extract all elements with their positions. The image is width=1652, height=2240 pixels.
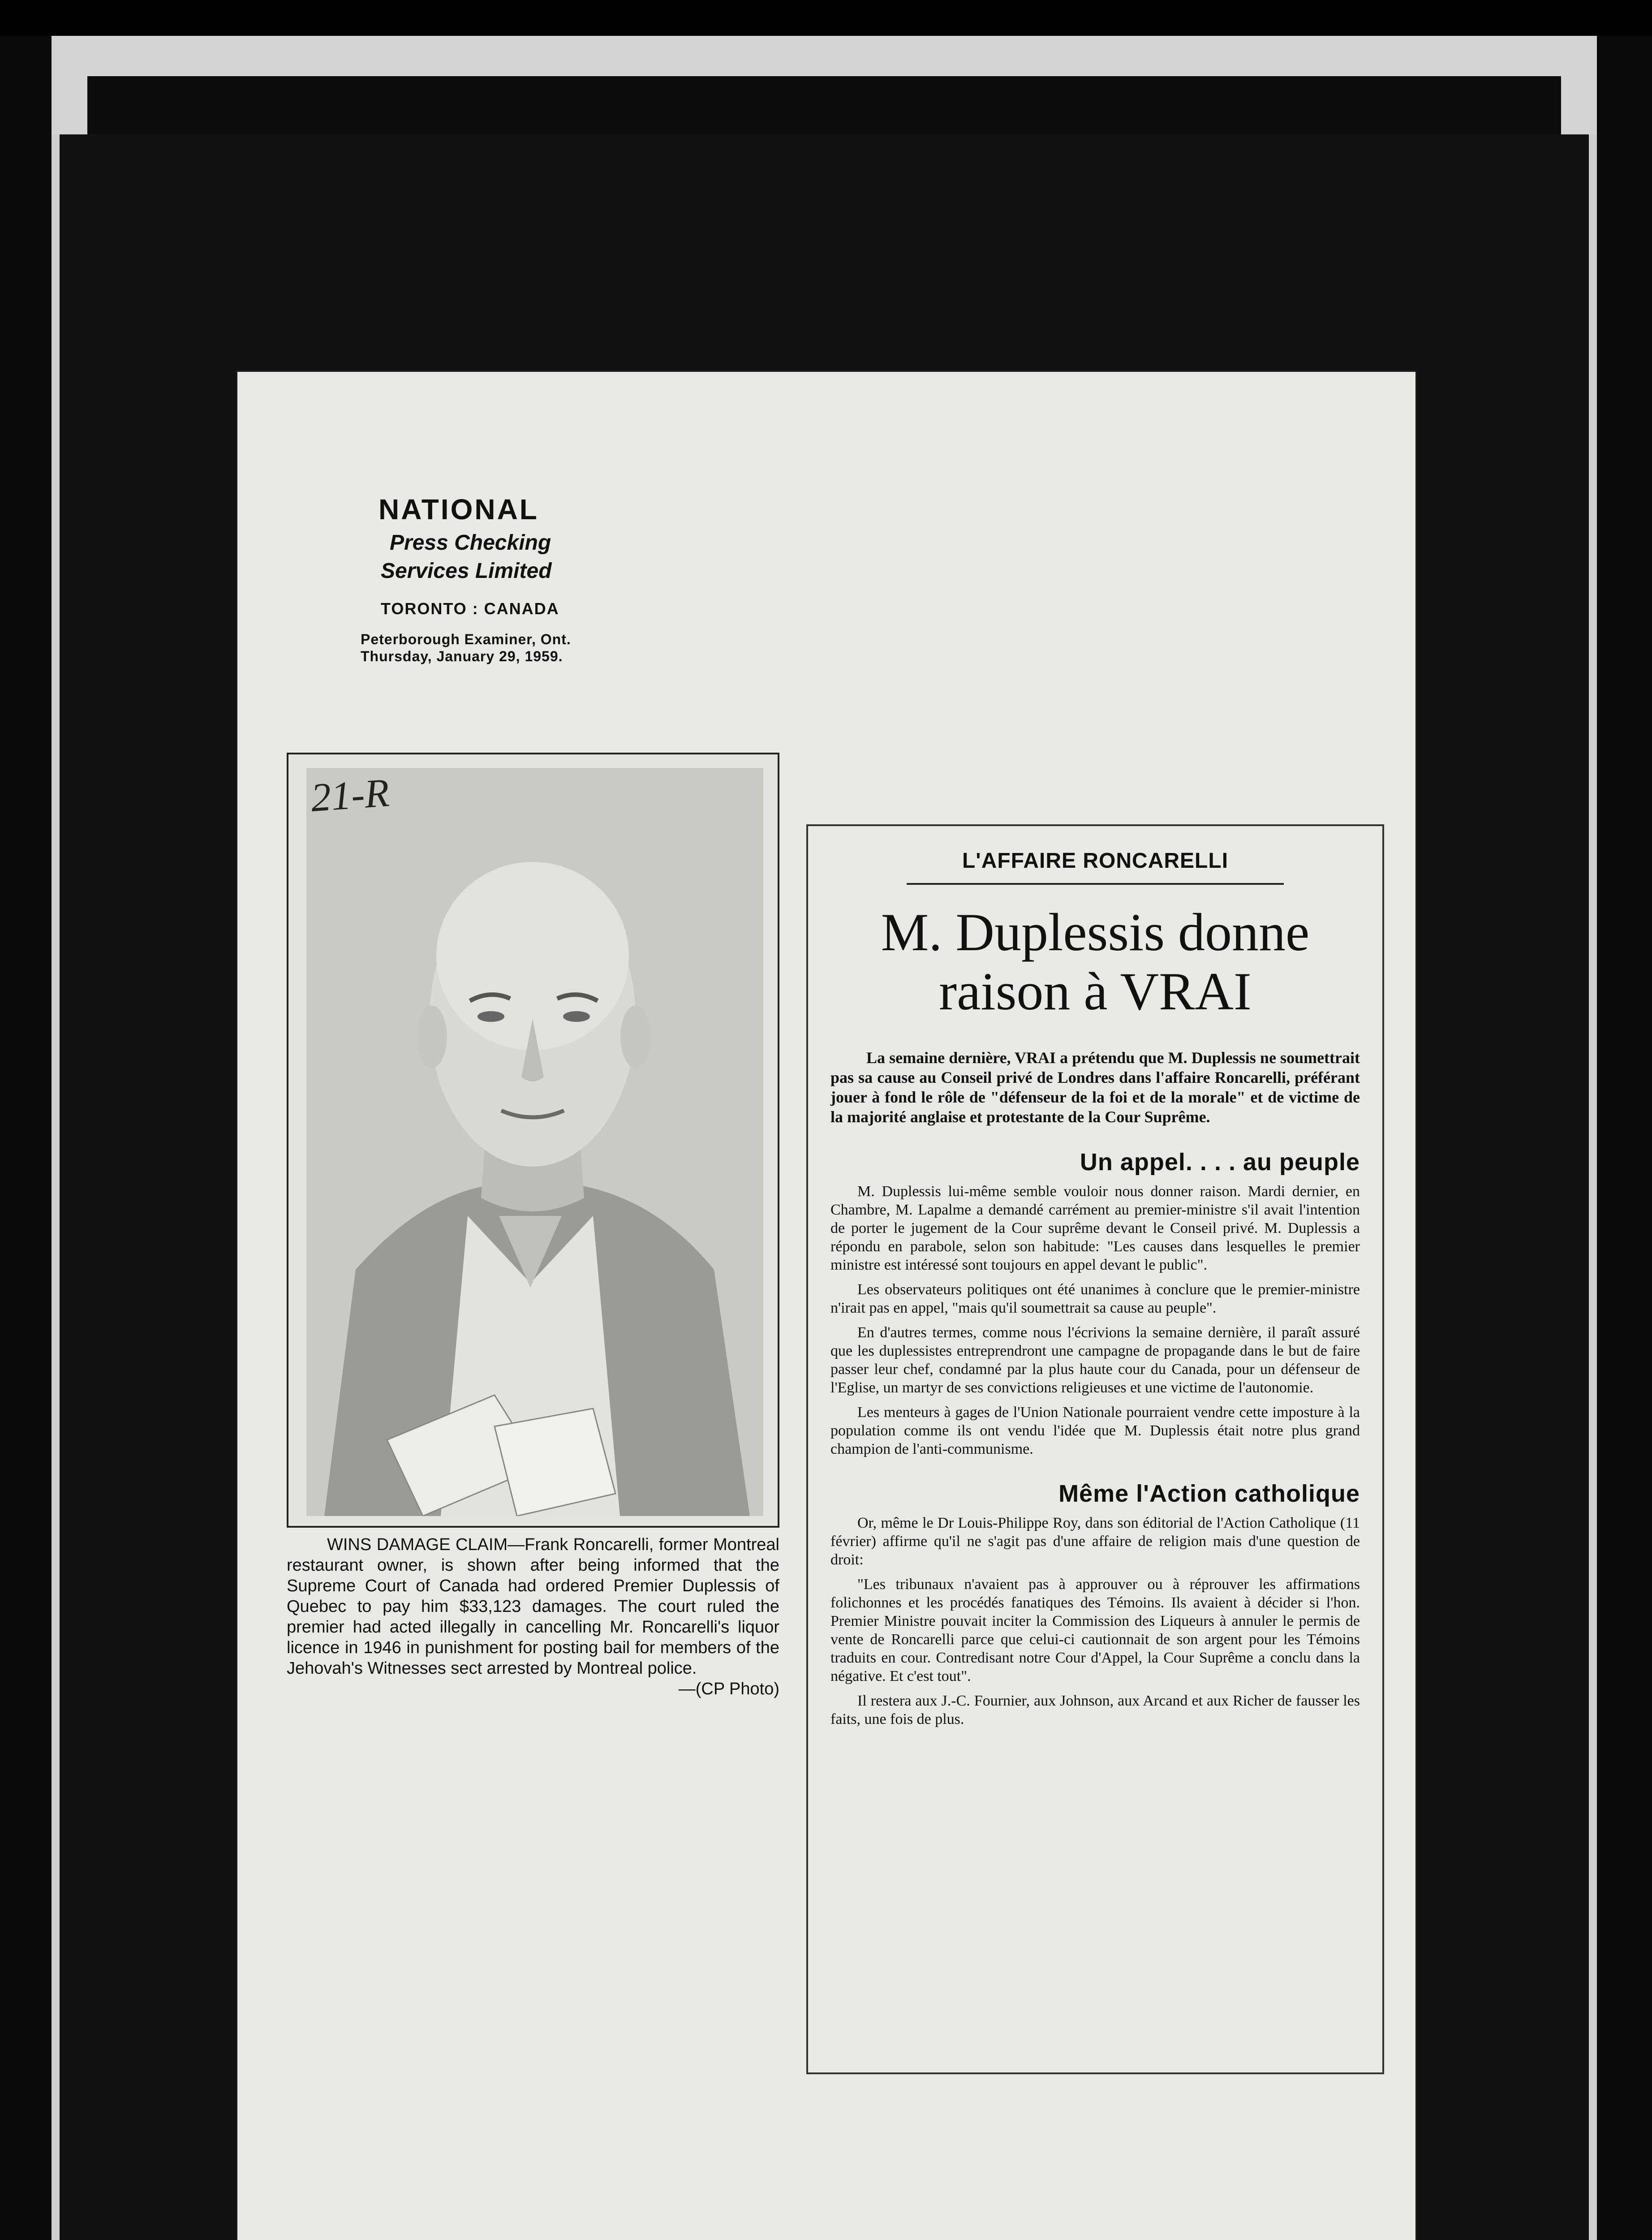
article-paragraph: En d'autres termes, comme nous l'écrivions la semaine dernière, il paraît assuré que les duplessistes entreprendront une campagne de propagande dans le but de faire passer leur chef, condamné par la plus haute cour du Canada, pour un défenseur de l'Eglise, un martyr de ses convictions religieuses et une victime de l'autonomie.: [830, 1324, 1360, 1396]
film-strip: [52, 36, 1597, 134]
portrait-photo: [306, 768, 763, 1516]
stamp-city: TORONTO : CANADA: [381, 599, 559, 618]
article-paragraph: Les observateurs politiques ont été unanimes à conclure que le premier-ministre n'irait pas en appel, "mais qu'il soumettrait sa cause au peuple".: [830, 1281, 1360, 1316]
photo-clipping: [287, 753, 779, 1528]
article-headline: [830, 903, 1360, 1021]
article-lede: La semaine dernière, VRAI a prétendu que M. Duplessis ne soumettrait pas sa cause au Conseil privé de Londres dans l'affaire Roncarelli, préférant jouer à fond le rôle de "défenseur de la foi et de la morale" et de victime de la majorité anglaise et protestante de la Cour Suprême.: [830, 1049, 1360, 1126]
headline-line-2: raison à VRAI: [939, 961, 1252, 1021]
portrait-illustration: [306, 768, 763, 1516]
subhead-action-catholique: Même l'Action catholique: [1058, 1480, 1360, 1507]
article-clipping: [806, 824, 1384, 2074]
article-paragraph: M. Duplessis lui-même semble vouloir nous donner raison. Mardi dernier, en Chambre, M. Lapalme a demandé carrément au premier-ministre s'il avait l'intention de porter le jugement de la Cour suprême devant le Conseil privé. M. Duplessis a répondu en parabole, selon son habitude: "Les causes dans lesquelles le premier ministre est intéressé sont toujours en appel devant le public".: [830, 1183, 1360, 1273]
caption-text: WINS DAMAGE CLAIM—Frank Roncarelli, former Montreal restaurant owner, is shown after being informed that the Supreme Court of Canada had ordered Premier Duplessis of Quebec to pay him $33,123 damages. The court ruled the premier had acted illegally in cancelling Mr. Roncarelli's liquor licence in 1946 in punishment for posting bail for members of the Jehovah's Witnesses sect arrested by Montreal police.: [287, 1535, 779, 1678]
subhead-un-appel: Un appel. . . . au peuple: [1080, 1149, 1360, 1176]
headline-line-1: M. Duplessis donne: [881, 902, 1310, 962]
stamp-source-date: Thursday, January 29, 1959.: [361, 648, 563, 664]
stamp-press-checking: Press Checking: [390, 531, 551, 555]
photo-caption: [287, 1534, 779, 1699]
film-strip-dark-band: [87, 76, 1561, 134]
article-paragraph: Il restera aux J.-C. Fournier, aux Johnson, aux Arcand et aux Richer de fausser les faits, une fois de plus.: [830, 1693, 1360, 1727]
article-kicker: L'AFFAIRE RONCARELLI: [907, 849, 1284, 885]
article-paragraph: "Les tribunaux n'avaient pas à approuver ou à réprouver les affirmations folichonnes et les procédés fanatiques des Témoins. Ils avaient à décider si l'hon. Premier Ministre pouvait inciter la Commission des Liqueurs à annuler le permis de vente de Roncarelli parce que celui-ci cautionnait de son argent pour les Témoins traduits en cour. Contredisant notre Cour d'Appel, la Cour Suprême a conclu dans la négative. Et c'est tout".: [830, 1576, 1360, 1684]
film-top-edge: [0, 0, 1652, 36]
clipping-page: [237, 372, 1415, 2240]
article-paragraph: Or, même le Dr Louis-Philippe Roy, dans son éditorial de l'Action Catholique (11 février) affirme qu'il ne s'agit pas d'une affaire de religion mais d'une question de droit:: [830, 1515, 1360, 1568]
stamp-services-limited: Services Limited: [381, 559, 552, 583]
stamp-source-publication: Peterborough Examiner, Ont.: [361, 631, 571, 647]
handwritten-note: 21-R: [309, 771, 391, 820]
press-checking-stamp: [316, 493, 629, 665]
article-paragraph: Les menteurs à gages de l'Union Nationale pourraient vendre cette imposture à la population comme ils ont vendu l'idée que M. Duplessis était notre plus grand champion de l'anti-communisme.: [830, 1404, 1360, 1457]
caption-credit: —(CP Photo): [678, 1680, 779, 1698]
stamp-national: NATIONAL: [379, 493, 539, 526]
